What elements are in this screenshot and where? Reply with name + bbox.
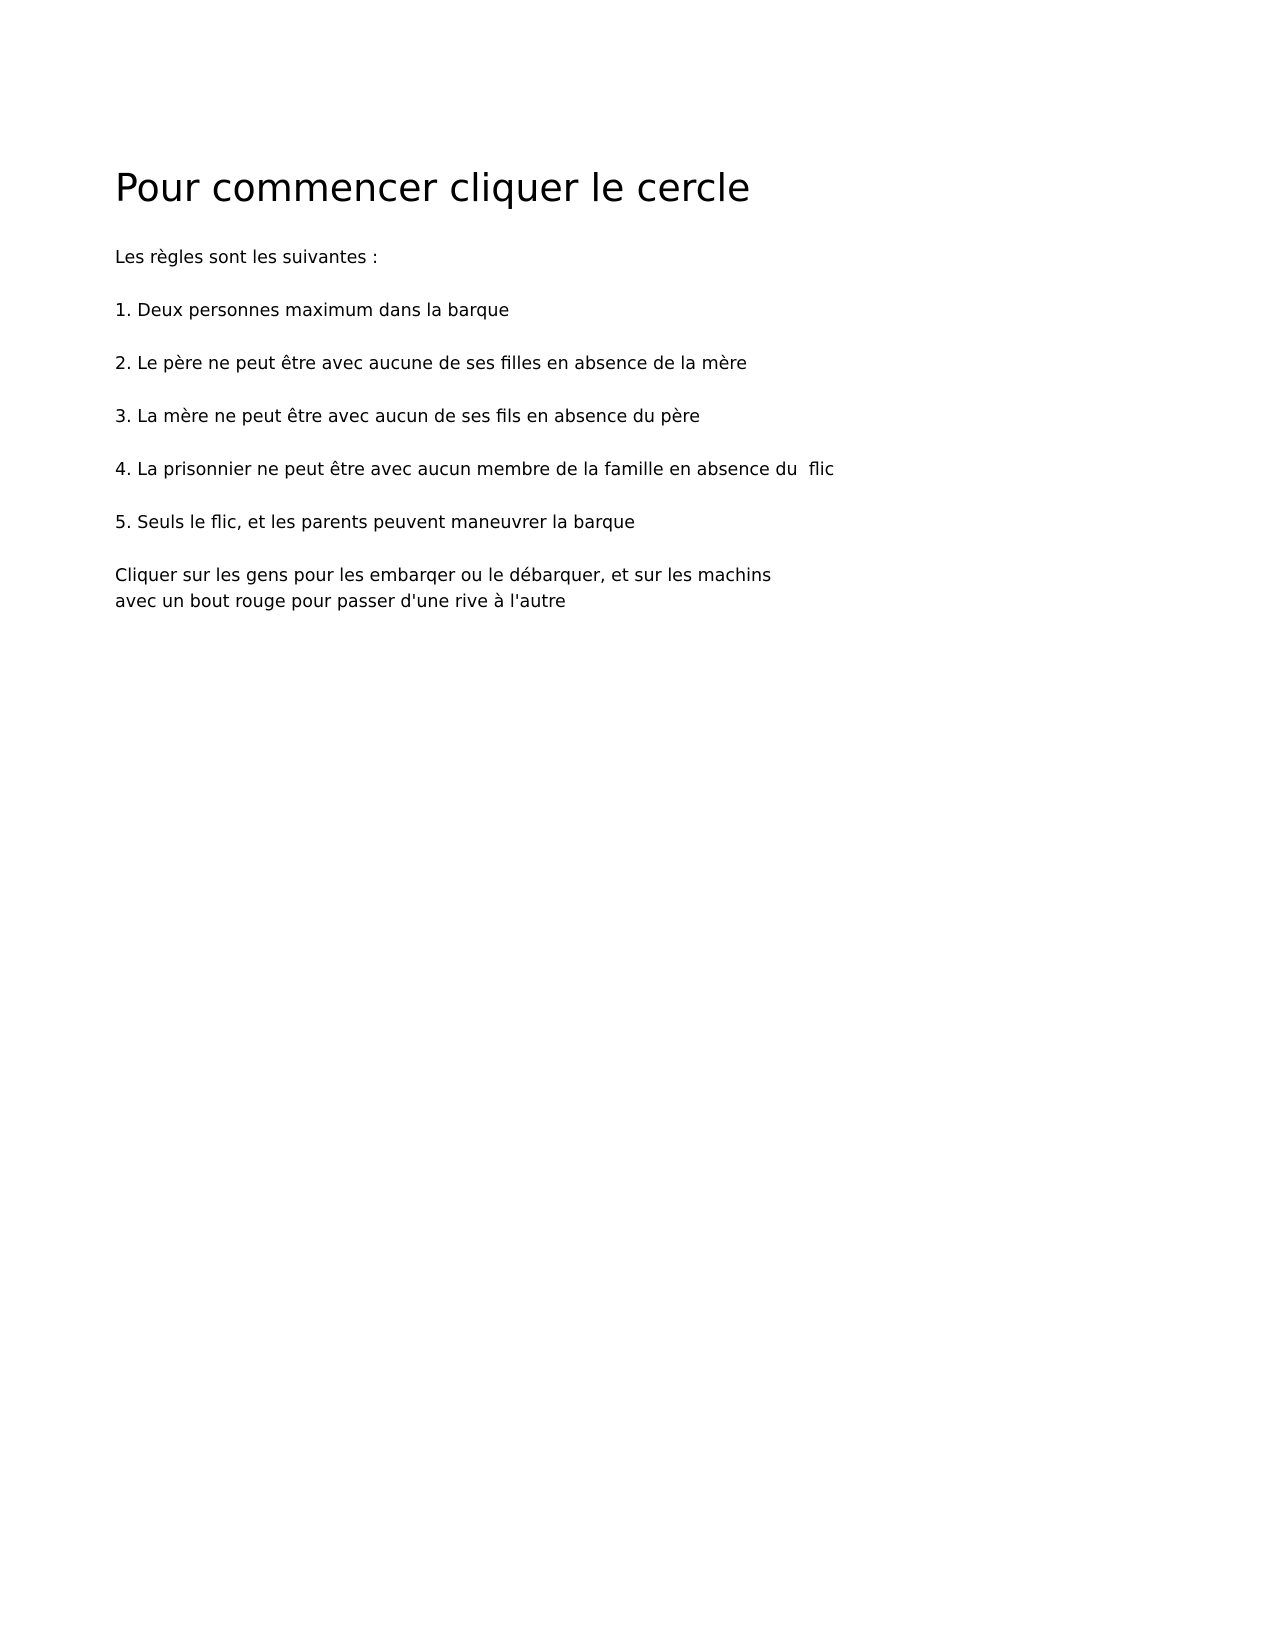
page-title: Pour commencer cliquer le cercle (115, 166, 751, 210)
rule-item: 4. La prisonnier ne peut être avec aucun membre de la famille en absence du flic (115, 460, 835, 480)
rule-item: 3. La mère ne peut être avec aucun de ses fils en absence du père (115, 407, 701, 427)
rule-item: 2. Le père ne peut être avec aucune de ses filles en absence de la mère (115, 354, 747, 374)
instructions-line: Cliquer sur les gens pour les embarqer ou le débarquer, et sur les machins (115, 566, 772, 586)
rules-intro: Les règles sont les suivantes : (115, 248, 378, 268)
instructions-paragraph (115, 563, 771, 615)
rule-item: 5. Seuls le flic, et les parents peuvent maneuvrer la barque (115, 513, 635, 533)
instructions-line: avec un bout rouge pour passer d'une rive à l'autre (115, 592, 566, 612)
rule-item: 1. Deux personnes maximum dans la barque (115, 301, 510, 321)
